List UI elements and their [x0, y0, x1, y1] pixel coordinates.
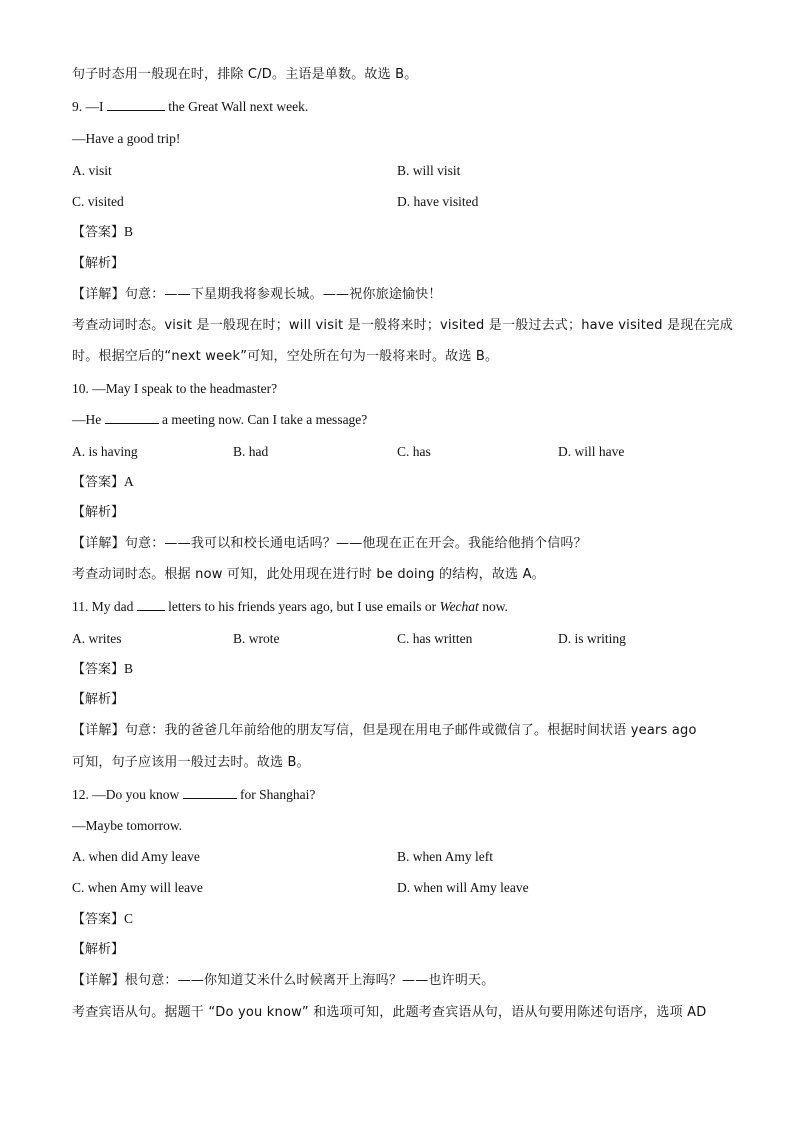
analysis-tag: 【解析】: [72, 505, 125, 520]
answer-tag: 【答案】: [72, 662, 125, 677]
question-text: the Great Wall next week.: [168, 99, 309, 114]
explanation-text: 句子时态用一般现在时，排除 C/D。主语是单数。故选 B。: [72, 67, 418, 82]
question-number: 12. —Do you know: [72, 787, 180, 802]
detail-text: 句意：我的爸爸几年前给他的朋友写信，但是现在用电子邮件或微信了。根据时间状语 years ago: [124, 723, 697, 738]
detail-text: 句意：——我可以和校长通电话吗？——他现在正在开会。我能给他捎个信吗？: [124, 536, 587, 551]
option-d: D. when will Amy leave: [397, 880, 529, 895]
detail-tag: 【详解】: [72, 723, 125, 738]
answer-tag: 【答案】: [72, 912, 125, 927]
answer-value: A: [124, 474, 134, 489]
option-b: B. when Amy left: [397, 849, 493, 864]
reply-text: —Maybe tomorrow.: [72, 818, 183, 833]
detail-tag: 【详解】: [72, 536, 125, 551]
question-number: 9. —I: [72, 99, 104, 114]
option-d: D. have visited: [397, 194, 479, 209]
detail-line: [72, 535, 587, 553]
question-9: [72, 98, 308, 116]
question-10: 10. —May I speak to the headmaster?: [72, 381, 278, 396]
answer-tag: 【答案】: [72, 475, 125, 490]
explanation-text: 考查动词时态。visit 是一般现在时；will visit 是一般将来时；visited 是一般过去式；have visited 是现在完成: [72, 318, 734, 333]
option-c: C. when Amy will leave: [72, 880, 203, 895]
analysis-tag: 【解析】: [72, 942, 125, 957]
answer-line: [72, 473, 134, 492]
option-c: C. visited: [72, 194, 124, 209]
detail-line: [72, 972, 494, 990]
explanation-text: 考查动词时态。根据 now 可知，此处用现在进行时 be doing 的结构，故选 A。: [72, 567, 545, 582]
answer-line: [72, 660, 133, 679]
detail-line: [72, 722, 697, 740]
question-end: now.: [482, 599, 508, 614]
question-number: 11. My dad: [72, 599, 134, 614]
option-c: C. has: [397, 444, 431, 459]
analysis-tag: 【解析】: [72, 256, 125, 271]
reply-text: —Have a good trip!: [72, 131, 181, 146]
explanation-text: 可知，句子应该用一般过去时。故选 B。: [72, 755, 310, 770]
option-b: B. will visit: [397, 163, 461, 178]
analysis-tag: 【解析】: [72, 692, 125, 707]
option-d: D. is writing: [558, 631, 626, 646]
option-a: A. when did Amy leave: [72, 849, 200, 864]
question-12: [72, 786, 315, 804]
answer-value: B: [124, 224, 134, 239]
detail-text: 句意：——下星期我将参观长城。——祝你旅途愉快！: [124, 287, 442, 302]
answer-value: B: [124, 661, 134, 676]
reply-rest: a meeting now. Can I take a message?: [162, 412, 368, 427]
detail-text: 根句意：——你知道艾米什么时候离开上海吗？——也许明天。: [124, 973, 495, 988]
answer-value: C: [124, 911, 134, 926]
detail-line: [72, 286, 442, 304]
question-text: for Shanghai?: [240, 787, 316, 802]
explanation-text: 考查宾语从句。据题干 “Do you know” 和选项可知，此题考查宾语从句，语从句要用陈述句语序，选项 AD: [72, 1005, 707, 1020]
answer-line: [72, 910, 133, 929]
option-d: D. will have: [558, 444, 625, 459]
answer-line: [72, 223, 133, 242]
question-text: letters to his friends years ago, but I use emails or: [168, 599, 437, 614]
reply-line: [72, 411, 367, 429]
question-italic: Wechat: [439, 599, 479, 614]
answer-blank: [105, 411, 159, 424]
answer-tag: 【答案】: [72, 225, 125, 240]
answer-blank: [107, 98, 165, 111]
question-11: [72, 598, 508, 616]
option-a: A. writes: [72, 631, 122, 646]
option-b: B. wrote: [233, 631, 280, 646]
detail-tag: 【详解】: [72, 287, 125, 302]
answer-blank: [137, 598, 165, 611]
explanation-text: 时。根据空后的“next week”可知，空处所在句为一般将来时。故选 B。: [72, 349, 499, 364]
option-b: B. had: [233, 444, 269, 459]
option-c: C. has written: [397, 631, 473, 646]
answer-blank: [183, 786, 237, 799]
detail-tag: 【详解】: [72, 973, 125, 988]
option-a: A. visit: [72, 163, 112, 178]
reply-start: —He: [72, 412, 102, 427]
option-a: A. is having: [72, 444, 138, 459]
